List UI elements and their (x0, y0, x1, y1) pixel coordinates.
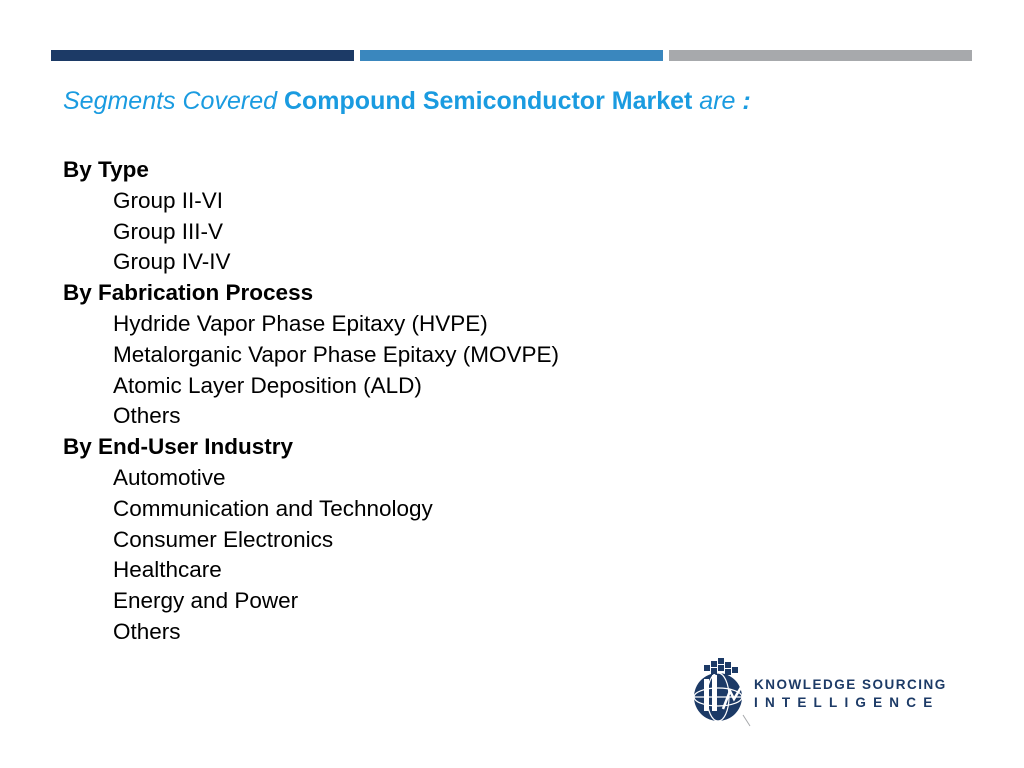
list-item: Group III-V (113, 218, 224, 244)
list-item: Others (113, 403, 181, 429)
list-item: Consumer Electronics (113, 526, 334, 552)
list-item: Atomic Layer Deposition (ALD) (113, 372, 422, 398)
company-logo (690, 655, 947, 727)
list-item: Energy and Power (113, 588, 299, 614)
list-item: Healthcare (113, 557, 222, 583)
title-part-3: are (699, 87, 736, 115)
title-part-2: Compound Semiconductor Market (283, 87, 693, 115)
logo-text-line-1: KNOWLEDGE SOURCING (754, 677, 947, 692)
list-item: Group IV-IV (113, 249, 231, 275)
slide-title (63, 85, 751, 117)
section-heading-type: By Type (63, 157, 149, 182)
list-item: Others (113, 618, 181, 644)
section-heading-end-user: By End-User Industry (63, 434, 294, 460)
list-item: Hydride Vapor Phase Epitaxy (HVPE) (113, 310, 488, 336)
logo-text-line-2: INTELLIGENCE (754, 695, 940, 710)
title-part-4: : (742, 87, 751, 115)
header-bars (51, 50, 972, 61)
header-bar-gray (669, 50, 972, 61)
list-item: Group II-VI (113, 187, 224, 213)
list-item: Automotive (113, 464, 226, 490)
list-item: Communication and Technology (113, 495, 433, 521)
section-heading-fabrication: By Fabrication Process (63, 280, 314, 306)
title-part-1: Segments Covered (63, 87, 278, 115)
list-item: Metalorganic Vapor Phase Epitaxy (MOVPE) (113, 341, 560, 367)
header-bar-blue (360, 50, 663, 61)
header-bar-dark (51, 50, 354, 61)
globe-building-logo-icon (690, 655, 754, 727)
segments-list (63, 155, 559, 648)
